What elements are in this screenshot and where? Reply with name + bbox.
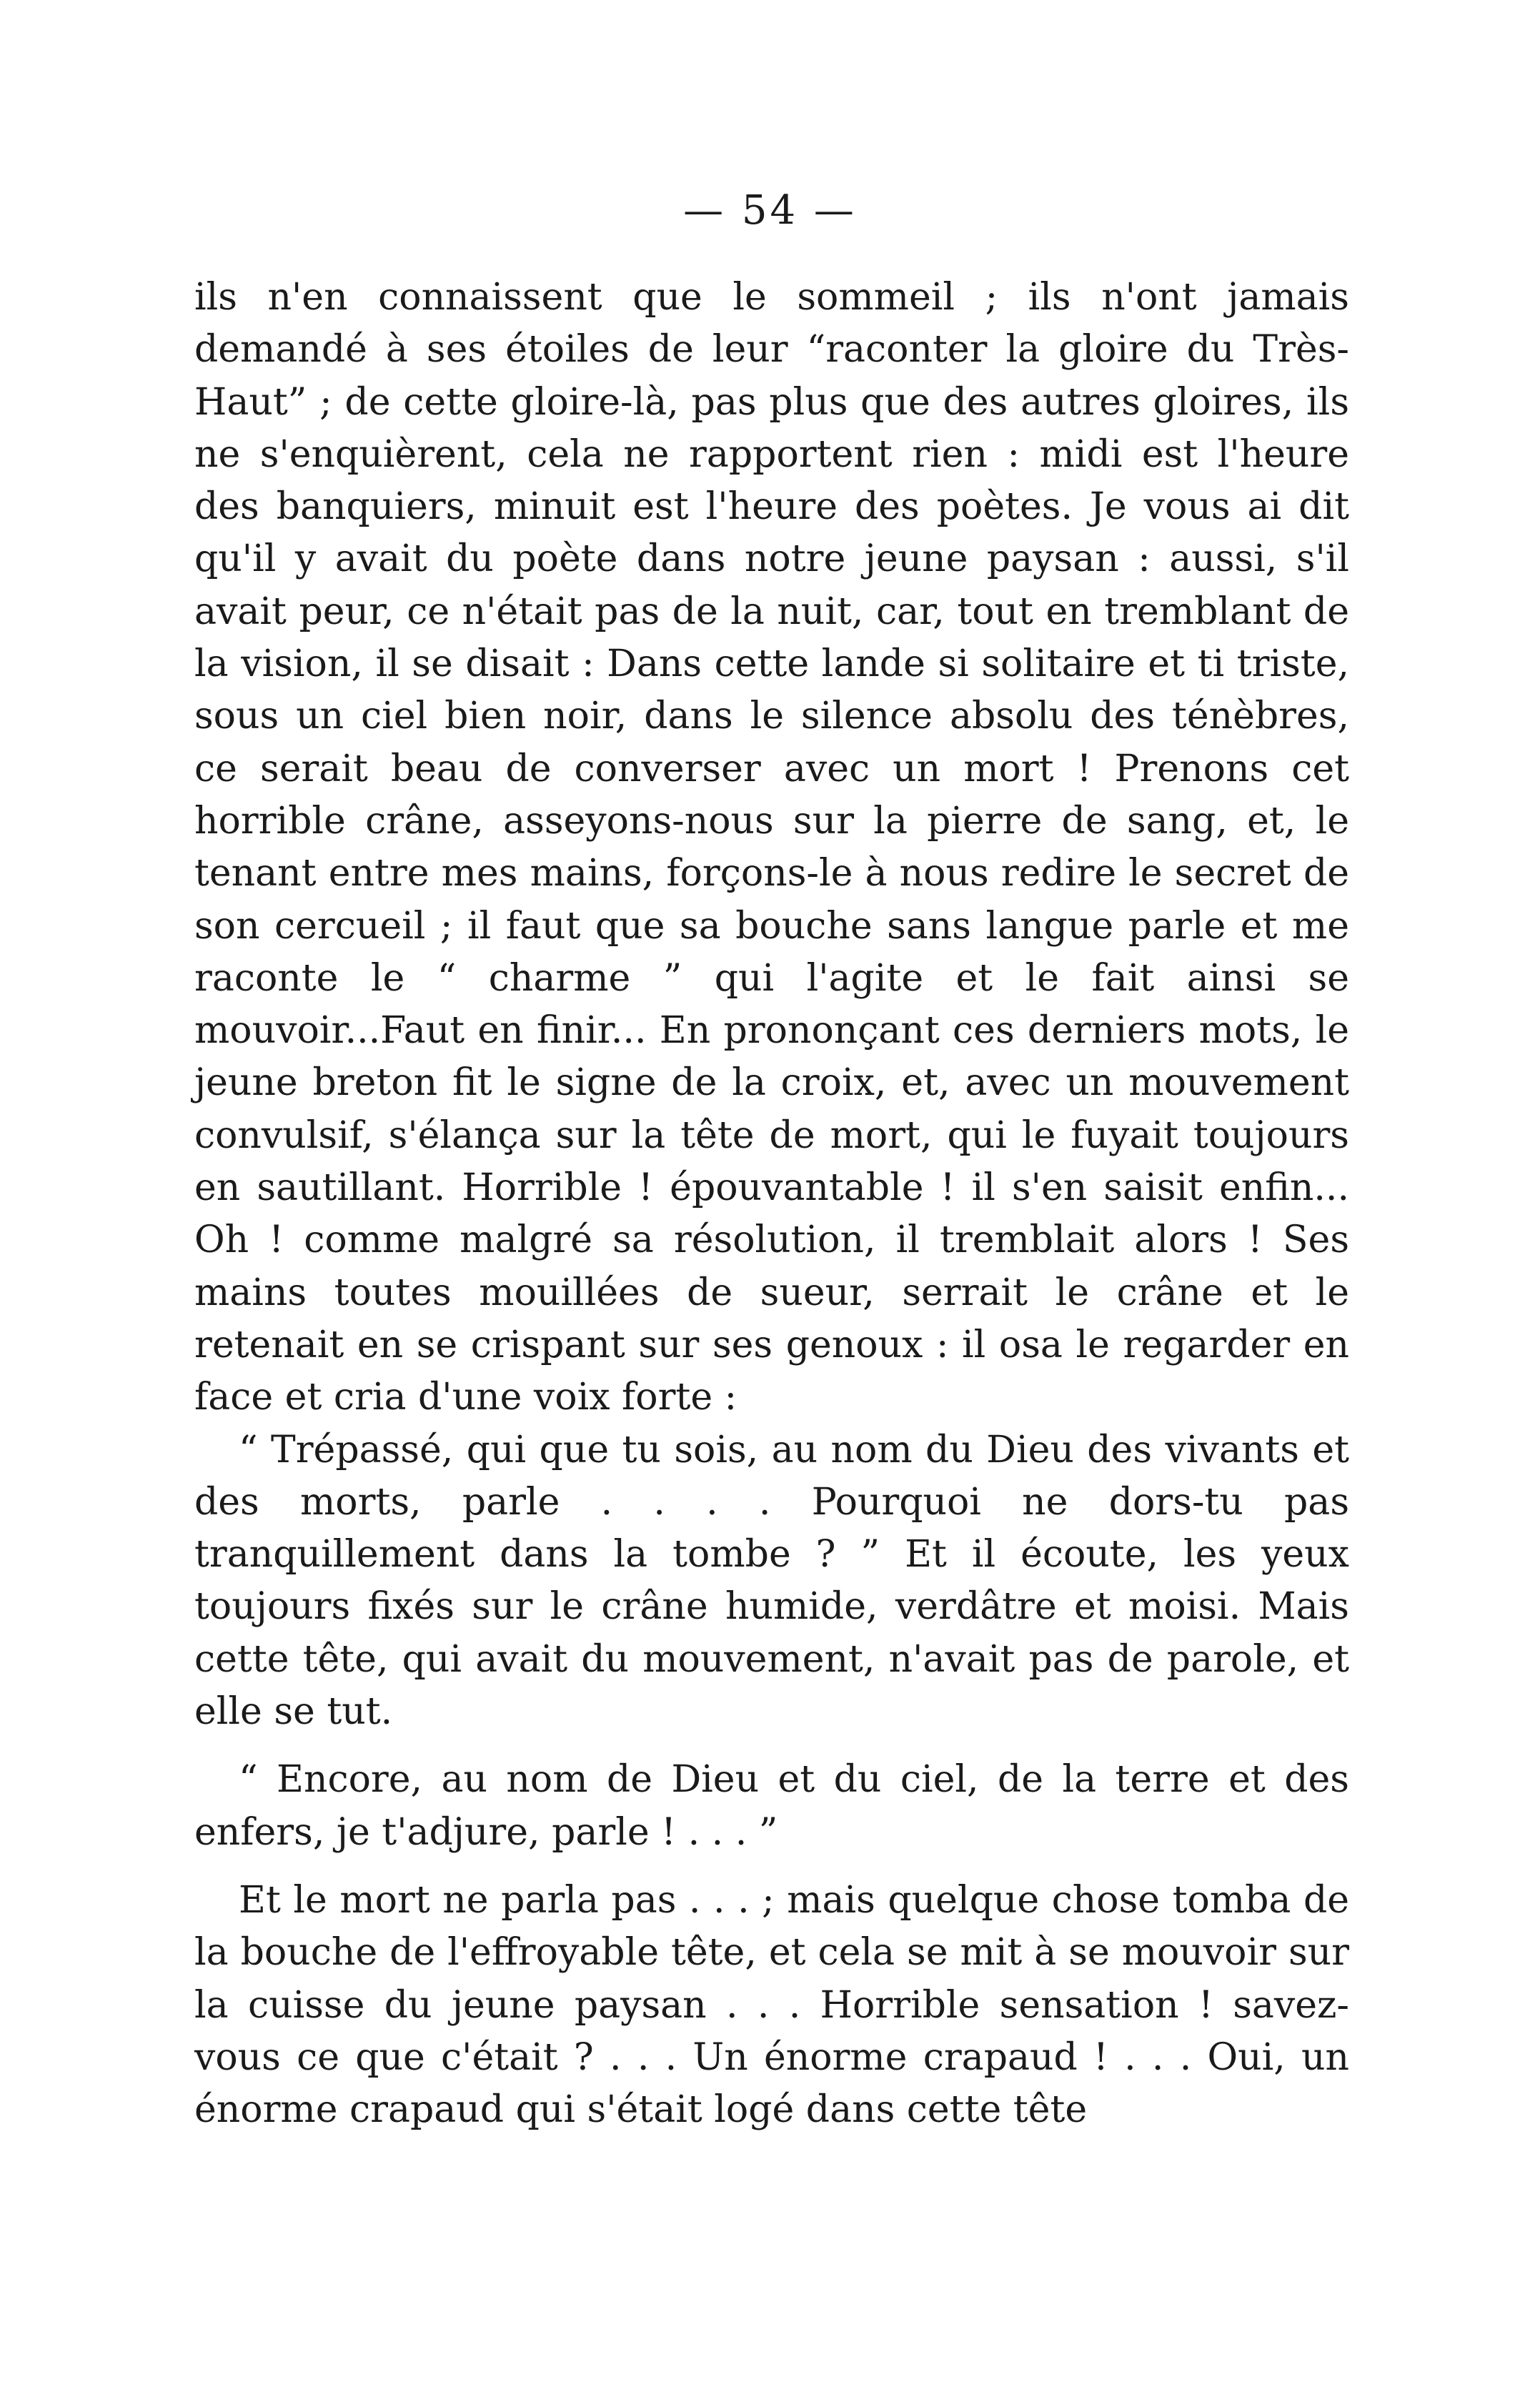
paragraph-toad: Et le mort ne parla pas . . . ; mais quelque chose tomba de la bouche de l'effroyable tête, et cela se mit à se mouvoir sur la cuisse du jeune paysan . . . Horrible sensation ! savez-vous ce que c'était ? . . . Un énorme crapaud ! . . . Oui, un énorme crapaud qui s'était logé dans cette tête <box>194 1878 1349 2132</box>
page-number: — 54 — <box>683 187 857 234</box>
body-text <box>194 272 1349 2136</box>
paragraph-adjuration: “ Encore, au nom de Dieu et du ciel, de la terre et des enfers, je t'adjure, parle ! . . . ” <box>194 1758 1349 1854</box>
paragraph-continuation: ils n'en connaissent que le sommeil ; ils n'ont jamais demandé à ses étoiles de leur “raconter la gloire du Très-Haut” ; de cette gloire-là, pas plus que des autres gloires, ils ne s'enquièrent, cela ne rapportent rien : midi est l'heure des banquiers, minuit est l'heure des poètes. Je vous ai dit qu'il y avait du poète dans notre jeune paysan : aussi, s'il avait peur, ce n'était pas de la nuit, car, tout en tremblant de la vision, il se disait : Dans cette lande si solitaire et ti triste, sous un ciel bien noir, dans le silence absolu des ténèbres, ce serait beau de converser avec un mort ! Prenons cet horrible crâne, asseyons-nous sur la pierre de sang, et, le tenant entre mes mains, forçons-le à nous redire le secret de son cercueil ; il faut que sa bouche sans langue parle et me raconte le “ charme ” qui l'agite et le fait ainsi se mouvoir...Faut en finir... En prononçant ces derniers mots, le jeune breton fit le signe de la croix, et, avec un mouvement convulsif, s'élança sur la tête de mort, qui le fuyait toujours en sautillant. Horrible ! épouvantable ! il s'en saisit enfin... Oh ! comme malgré sa résolution, il tremblait alors ! Ses mains toutes mouillées de sueur, serrait le crâne et le retenait en se crispant sur ses genoux : il osa le regarder en face et cria d'une voix forte : <box>194 276 1349 1419</box>
paragraph-invocation: “ Trépassé, qui que tu sois, au nom du Dieu des vivants et des morts, parle . . . . Pourquoi ne dors-tu pas tranquillement dans la tombe ? ” Et il écoute, les yeux toujours fixés sur le crâne humide, verdâtre et moisi. Mais cette tête, qui avait du mouvement, n'avait pas de parole, et elle se tut. <box>194 1428 1349 1734</box>
